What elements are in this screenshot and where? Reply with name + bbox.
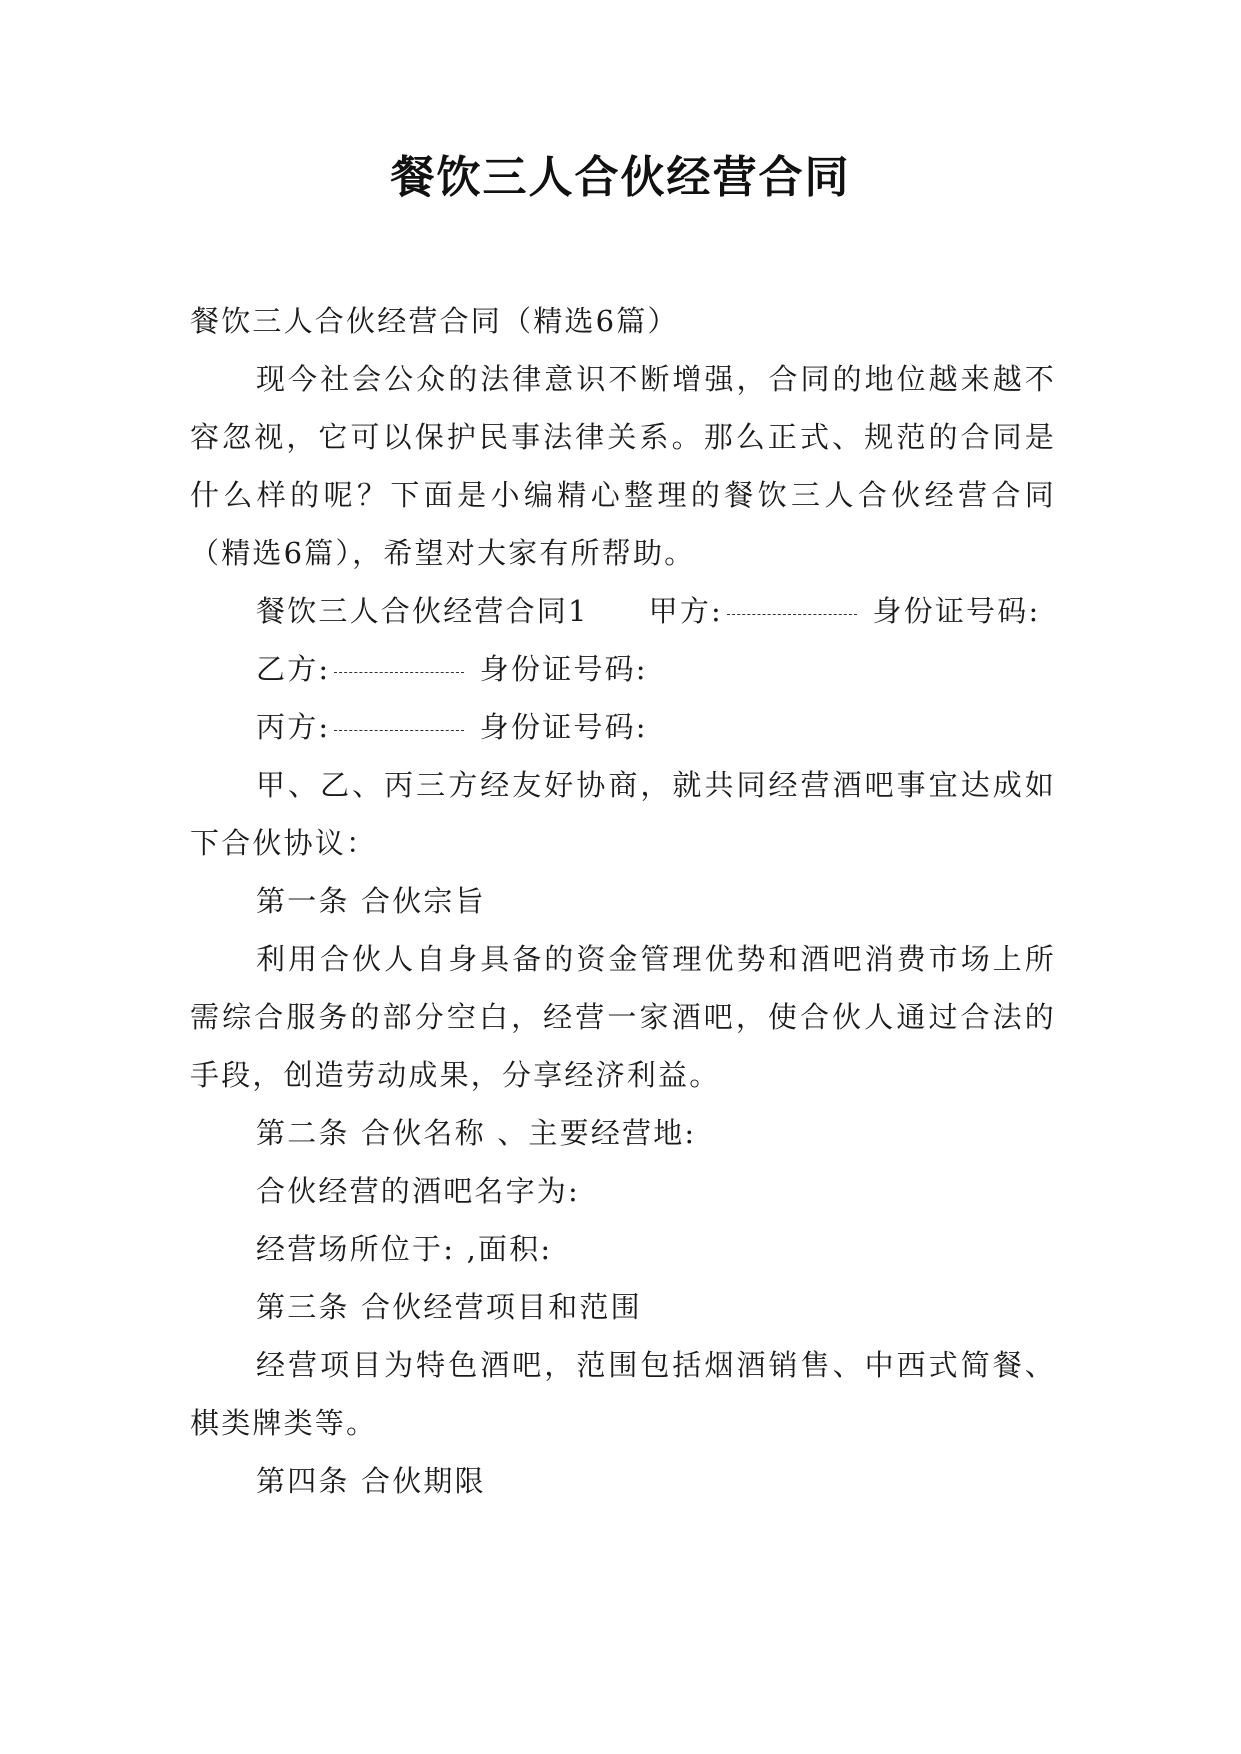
party-a-label: 甲方: bbox=[648, 594, 724, 628]
party-b-id-label: 身份证号码: bbox=[479, 652, 648, 686]
contract-heading: 餐饮三人合伙经营合同1 bbox=[256, 594, 589, 628]
party-b-line bbox=[190, 640, 1056, 698]
party-b-label: 乙方: bbox=[256, 652, 331, 686]
article-3-body: 经营项目为特色酒吧，范围包括烟酒销售、中西式简餐、棋类牌类等。 bbox=[190, 1348, 1056, 1440]
article-3-title: 第三条 合伙经营项目和范围 bbox=[256, 1290, 642, 1324]
party-c-blank bbox=[334, 728, 464, 731]
party-c-line bbox=[190, 698, 1056, 756]
article-4-title: 第四条 合伙期限 bbox=[256, 1464, 486, 1498]
party-a-line bbox=[190, 582, 1056, 640]
subtitle: 餐饮三人合伙经营合同（精选6篇） bbox=[190, 304, 679, 338]
party-a-blank bbox=[727, 612, 857, 615]
party-b-blank bbox=[334, 670, 464, 673]
article-1-body: 利用合伙人自身具备的资金管理优势和酒吧消费市场上所需综合服务的部分空白，经营一家酒吧，使合伙人通过合法的手段，创造劳动成果，分享经济利益。 bbox=[190, 942, 1056, 1092]
agreement-intro: 甲、乙、丙三方经友好协商，就共同经营酒吧事宜达成如下合伙协议： bbox=[190, 768, 1056, 860]
document-body bbox=[190, 292, 1056, 1510]
party-c-id-label: 身份证号码: bbox=[479, 710, 648, 744]
party-a-id-label: 身份证号码: bbox=[872, 594, 1041, 628]
article-2-place: 经营场所位于: ,面积: bbox=[256, 1232, 553, 1266]
article-2-name: 合伙经营的酒吧名字为: bbox=[256, 1174, 580, 1208]
article-1-title: 第一条 合伙宗旨 bbox=[256, 884, 486, 918]
party-c-label: 丙方: bbox=[256, 710, 331, 744]
article-2-title: 第二条 合伙名称 、主要经营地: bbox=[256, 1116, 697, 1150]
intro-paragraph: 现今社会公众的法律意识不断增强，合同的地位越来越不容忽视，它可以保护民事法律关系。那么正式、规范的合同是什么样的呢？下面是小编精心整理的餐饮三人合伙经营合同（精选6篇），希望对大家有所帮助。 bbox=[190, 362, 1056, 570]
document-title: 餐饮三人合伙经营合同 bbox=[390, 152, 851, 203]
